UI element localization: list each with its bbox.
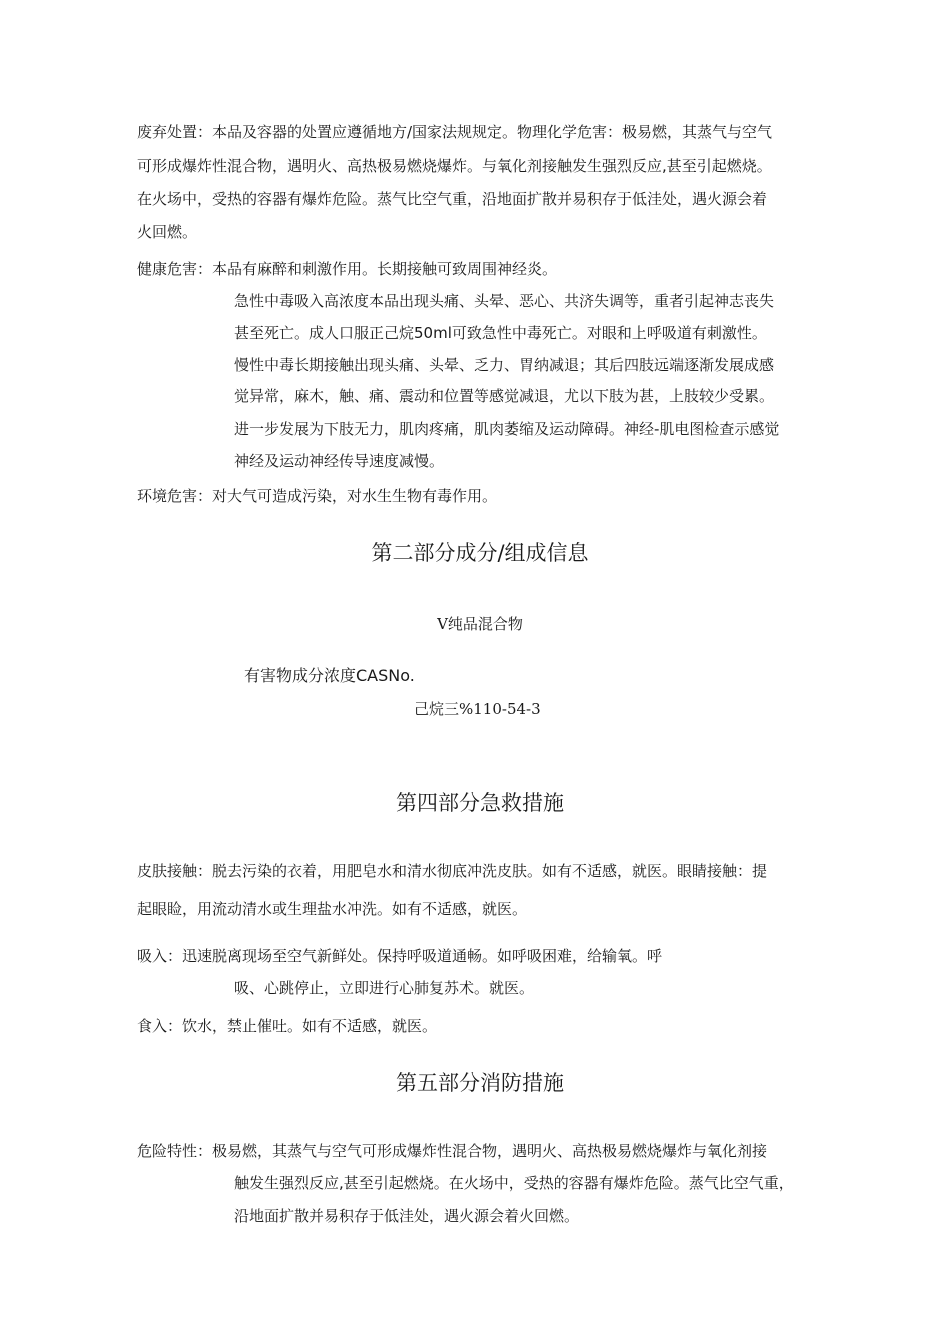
disposal-line-3: 在火场中，受热的容器有爆炸危险。蒸气比空气重，沿地面扩散并易积存于低洼处，遇火源会着 [137, 190, 768, 208]
health-detail-line-1: 急性中毒吸入高浓度本品出现头痛、头晕、恶心、共济失调等，重者引起神志丧失 [234, 292, 775, 310]
fire-hazard-line-3: 沿地面扩散并易积存于低洼处，遇火源会着火回燃。 [234, 1207, 580, 1225]
disposal-line-4: 火回燃。 [137, 223, 198, 241]
disposal-line-2: 可形成爆炸性混合物，遇明火、高热极易燃烧爆炸。与氧化剂接触发生强烈反应,甚至引起燃烧。 [137, 157, 772, 175]
environment-hazard-line: 环境危害：对大气可造成污染，对水生生物有毒作用。 [137, 487, 498, 505]
health-detail-line-4: 觉异常，麻木，触、痛、震动和位置等感觉减退，尤以下肢为甚，上肢较少受累。 [234, 387, 775, 405]
health-detail-line-6: 神经及运动神经传导速度减慢。 [234, 452, 445, 470]
section5-title: 第五部分消防措施 [396, 1071, 564, 1095]
composition-table-row: 己烷三%110-54-3 [414, 700, 541, 718]
health-detail-line-5: 进一步发展为下肢无力，肌肉疼痛，肌肉萎缩及运动障碍。神经-肌电图检查示感觉 [234, 420, 780, 438]
fire-hazard-line-2: 触发生强烈反应,甚至引起燃烧。在火场中，受热的容器有爆炸危险。蒸气比空气重， [234, 1174, 794, 1192]
disposal-line-1: 废弃处置：本品及容器的处置应遵循地方/国家法规规定。物理化学危害：极易燃，其蒸气与空气 [137, 123, 773, 141]
composition-table-header: 有害物成分浓度CASNo. [244, 666, 415, 685]
section2-title: 第二部分成分/组成信息 [371, 541, 589, 565]
ingestion-line: 食入：饮水，禁止催吐。如有不适感，就医。 [137, 1017, 438, 1035]
health-hazard-line: 健康危害：本品有麻醉和刺激作用。长期接触可致周围神经炎。 [137, 260, 558, 278]
section4-title: 第四部分急救措施 [396, 791, 564, 815]
skin-contact-line-2: 起眼睑，用流动清水或生理盐水冲洗。如有不适感，就医。 [137, 900, 528, 918]
skin-contact-line-1: 皮肤接触：脱去污染的衣着，用肥皂水和清水彻底冲洗皮肤。如有不适感，就医。眼睛接触：提 [137, 862, 768, 880]
health-detail-line-3: 慢性中毒长期接触出现头痛、头晕、乏力、胃纳减退；其后四肢远端逐渐发展成感 [234, 356, 775, 374]
inhalation-line-1: 吸入：迅速脱离现场至空气新鲜处。保持呼吸道通畅。如呼吸困难，给输氧。呼 [137, 947, 663, 965]
pure-mixture-label: V纯品混合物 [437, 615, 523, 633]
fire-hazard-line-1: 危险特性：极易燃，其蒸气与空气可形成爆炸性混合物，遇明火、高热极易燃烧爆炸与氧化剂接 [137, 1142, 768, 1160]
health-detail-line-2: 甚至死亡。成人口服正己烷50ml可致急性中毒死亡。对眼和上呼吸道有刺激性。 [234, 324, 767, 342]
inhalation-line-2: 吸、心跳停止，立即进行心肺复苏术。就医。 [234, 979, 535, 997]
